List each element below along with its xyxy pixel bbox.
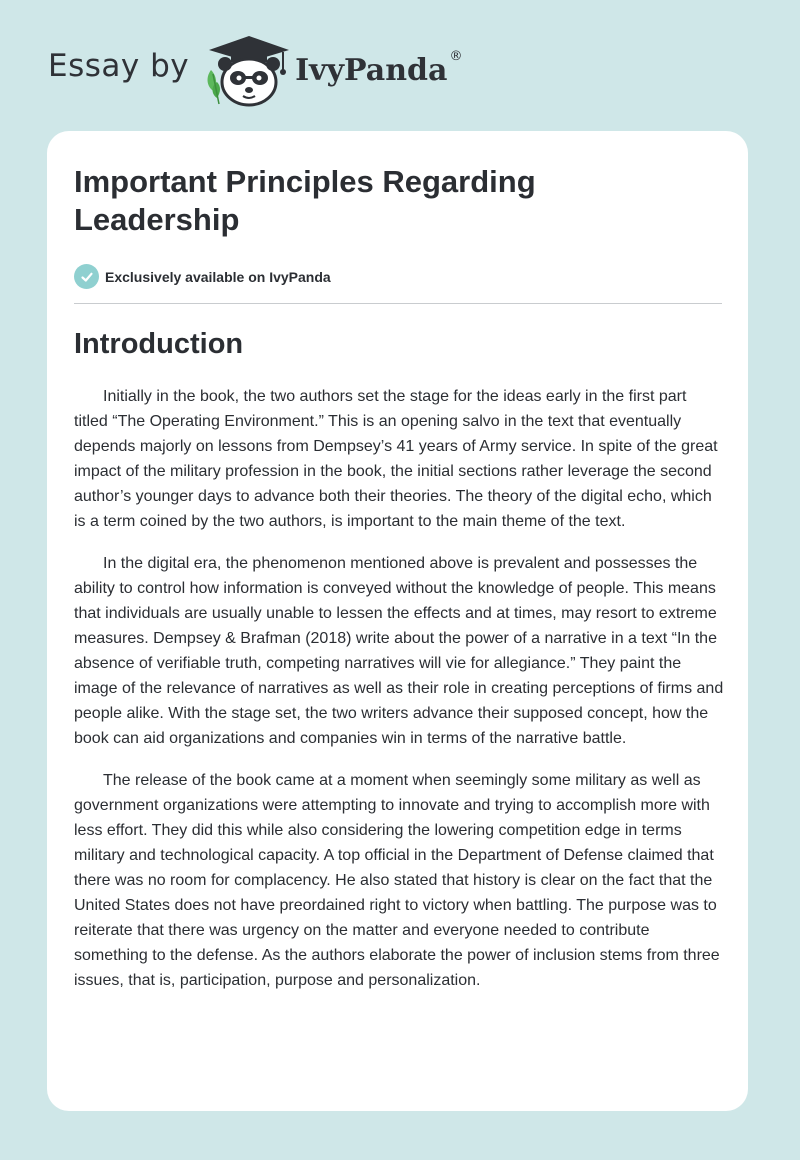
badge-label: Exclusively available on IvyPanda xyxy=(105,268,331,285)
brand-prefix: Essay by xyxy=(48,48,190,84)
brand-name[interactable]: IvyPanda xyxy=(295,52,448,88)
registered-mark: ® xyxy=(449,48,463,64)
paragraph: In the digital era, the phenomenon mentioned above is prevalent and possesses the ability to control how information is conveyed without the knowledge of people. This means that individuals are usually unable to lessen the effects and at times, may resort to extreme measures. Dempsey & Brafman (2018) write about the power of a narrative in a text “In the absence of verifiable truth, competing narratives will vie for allegiance.” They paint the image of the relevance of narratives as well as their role in creating perceptions of firms and people alike. With the stage set, the two writers advance their supposed concept, how the book can aid organizations and companies win in terms of the narrative battle. xyxy=(74,555,724,747)
site-header xyxy=(48,30,462,110)
check-circle-icon xyxy=(74,264,99,289)
essay-body xyxy=(74,384,724,1010)
essay-title: Important Principles Regarding Leadership xyxy=(74,164,536,237)
paragraph: The release of the book came at a moment when seemingly some military as well as government organizations were attempting to innovate and trying to accomplish more with less effort. They did this while also considering the lowering competition edge in terms military and technological capacity. A top official in the Department of Defense claimed that there was no room for complacency. He also stated that history is clear on the fact that the United States does not have preordained right to victory when battling. The purpose was to reiterate that there was urgency on the matter and everyone needed to contribute something to the defense. As the authors elaborate the power of inclusion stems from three issues, that is, participation, purpose and personalization. xyxy=(74,772,720,989)
exclusive-badge xyxy=(74,264,331,289)
essay-card xyxy=(47,131,748,1111)
panda-graduate-icon[interactable] xyxy=(203,30,295,110)
section-heading: Introduction xyxy=(74,328,244,360)
paragraph: Initially in the book, the two authors set the stage for the ideas early in the first part titled “The Operating Environment.” This is an opening salvo in the text that eventually depends majorly on lessons from Dempsey’s 41 years of Army service. In spite of the great impact of the military profession in the book, the initial sections rather leverage the second author’s younger days to advance both their theories. The theory of the digital echo, which is a term coined by the two authors, is important to the main theme of the text. xyxy=(74,388,718,530)
divider xyxy=(74,303,722,304)
